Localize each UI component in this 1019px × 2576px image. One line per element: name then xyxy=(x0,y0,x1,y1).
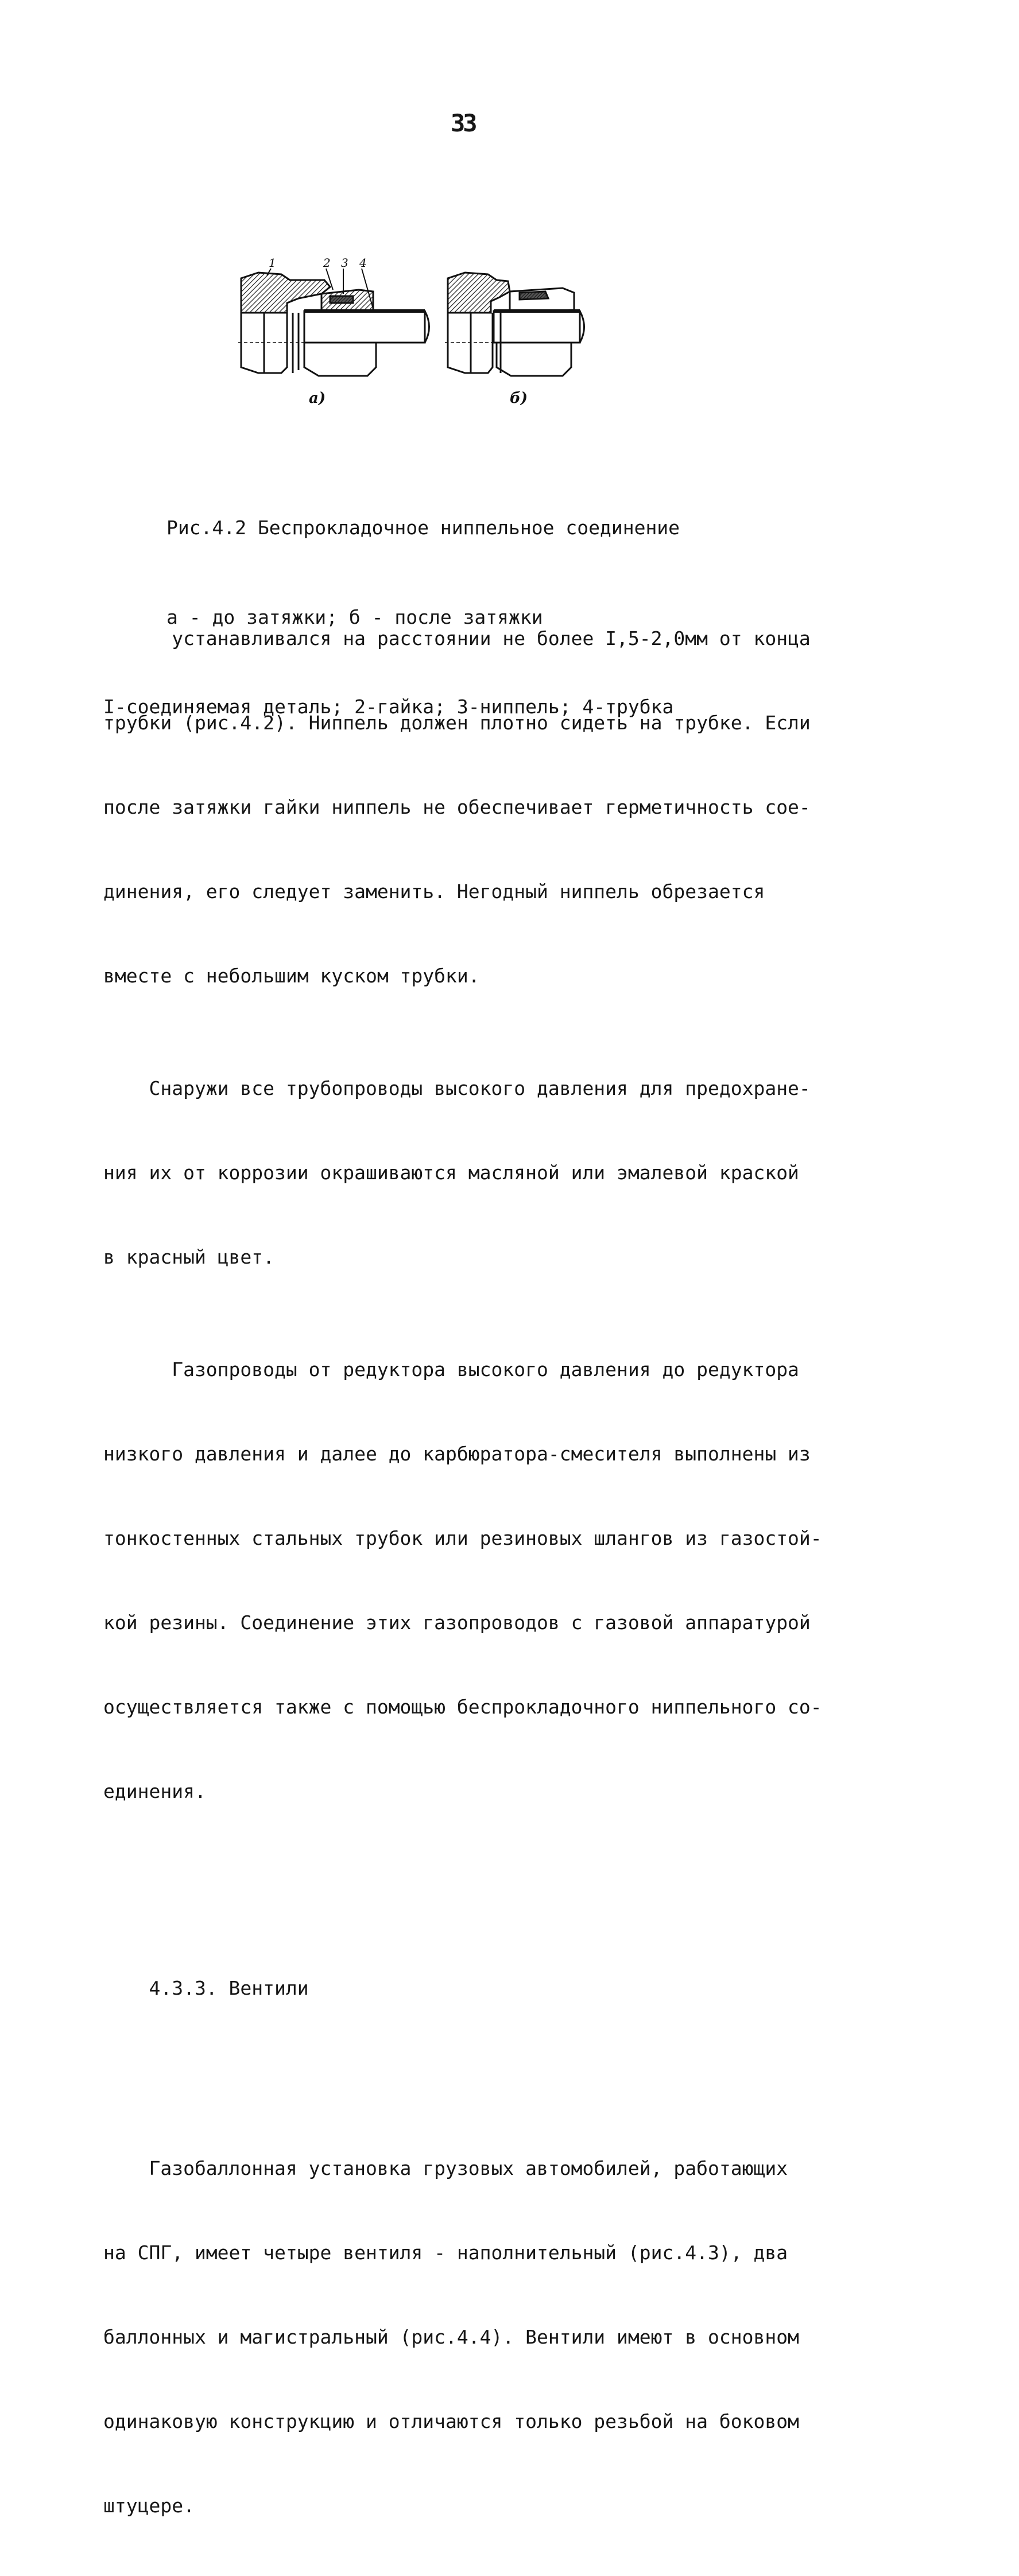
text-line: Снаружи все трубопроводы высокого давления для предохране- xyxy=(103,1077,811,1099)
drawing-a xyxy=(238,269,429,376)
callout-2: 2 xyxy=(323,258,331,270)
text-line: низкого давления и далее до карбюратора-смесителя выполнены из xyxy=(103,1443,811,1465)
text-line: на СПГ, имеет четыре вентиля - наполнительный (рис.4.3), два xyxy=(103,2241,788,2264)
caption-line: Рис.4.2 Беспрокладочное ниппельное соединение xyxy=(166,516,680,539)
caption-line: а - до затяжки; б - после затяжки xyxy=(166,606,543,628)
section-heading: 4.3.3. Вентили xyxy=(103,1977,309,1999)
text-line: одинаковую конструкцию и отличаются только резьбой на боковом xyxy=(103,2410,799,2433)
text-line: устанавливался на расстоянии не более I,5-2,0мм от конца xyxy=(103,627,811,650)
page-number: 33 xyxy=(451,109,475,137)
text-line: трубки (рис.4.2). Ниппель должен плотно сидеть на трубке. Если xyxy=(103,712,811,734)
text-line: осуществляется также с помощью беспрокладочного ниппельного со- xyxy=(103,1696,822,1718)
text-line: Газобаллонная установка грузовых автомобилей, работающих xyxy=(103,2157,788,2179)
text-line: штуцере. xyxy=(103,2495,195,2517)
label-b: б) xyxy=(510,390,528,407)
callout-1: 1 xyxy=(269,258,276,270)
label-a: а) xyxy=(309,390,326,407)
callout-4: 4 xyxy=(359,258,367,270)
text-line: тонкостенных стальных трубок или резиновых шлангов из газостой- xyxy=(103,1527,822,1549)
body-text xyxy=(103,568,850,2576)
text-line: единения. xyxy=(103,1780,206,1802)
text-line: баллонных и магистральный (рис.4.4). Вентили имеют в основном xyxy=(103,2326,799,2348)
drawing-b xyxy=(445,273,584,376)
spacer xyxy=(103,1890,850,1918)
nipple-connection-figure xyxy=(235,258,586,419)
text-line: ния их от коррозии окрашиваются масляной или эмалевой краской xyxy=(103,1161,799,1184)
caption-line: I-соединяемая деталь; 2-гайка; 3-ниппель; 4-трубка xyxy=(103,696,674,718)
spacer xyxy=(103,2058,850,2070)
text-line: динения, его следует заменить. Негодный ниппель обрезается xyxy=(103,880,765,903)
callout-3: 3 xyxy=(341,258,348,270)
text-line: в красный цвет. xyxy=(103,1246,275,1268)
text-line: Газопроводы от редуктора высокого давления до редуктора xyxy=(103,1358,799,1381)
text-line: вместе с небольшим куском трубки. xyxy=(103,965,480,987)
text-line: после затяжки гайки ниппель не обеспечивает герметичность сое- xyxy=(103,796,811,818)
text-line: кой резины. Соединение этих газопроводов с газовой аппаратурой xyxy=(103,1611,811,1634)
